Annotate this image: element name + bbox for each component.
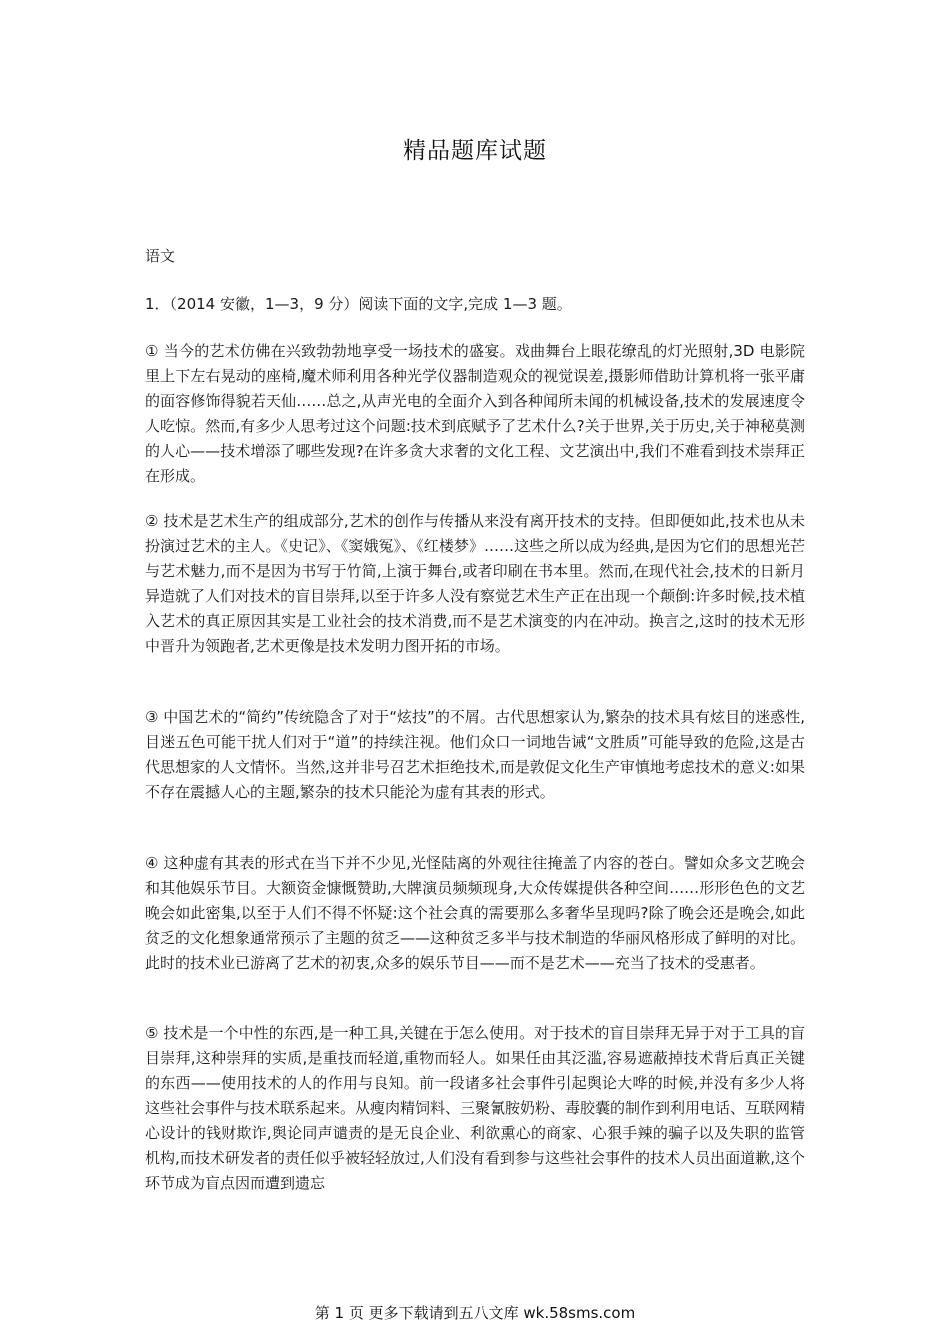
page-footer: 第 1 页 更多下载请到五八文库 wk.58sms.com	[314, 1304, 636, 1322]
question-heading: 1．（2014 安徽，1—3，9 分）阅读下面的文字,完成 1—3 题。	[145, 295, 572, 313]
paragraph-5: ⑤ 技术是一个中性的东西,是一种工具,关键在于怎么使用。对于技术的盲目崇拜无异于对于工具的盲目崇拜,这种崇拜的实质,是重技而轻道,重物而轻人。如果任由其泛滥,容易遮蔽掉技术背后真正关键的东西——使用技术的人的作用与良知。前一段诸多社会事件引起舆论大哗的时候,并没有多少人将这些社会事件与技术联系起来。从瘦肉精饲料、三聚氰胺奶粉、毒胶囊的制作到利用电话、互联网精心设计的钱财欺诈,舆论同声谴责的是无良企业、利欲熏心的商家、心狠手辣的骗子以及失职的监管机构,而技术研发者的责任似乎被轻轻放过,人们没有看到参与这些社会事件的技术人员出面道歉,这个环节成为盲点因而遭到遗忘	[145, 1024, 806, 1192]
paragraph-3: ③ 中国艺术的“简约”传统隐含了对于“炫技”的不屑。古代思想家认为,繁杂的技术具有炫目的迷惑性,目迷五色可能干扰人们对于“道”的持续注视。他们众口一词地告诫“文胜质”可能导致的危险,这是古代思想家的人文情怀。当然,这并非号召艺术拒绝技术,而是敦促文化生产审慎地考虑技术的意义:如果不存在震撼人心的主题,繁杂的技术只能沦为虚有其表的形式。	[145, 708, 805, 801]
paragraph-1: ① 当今的艺术仿佛在兴致勃勃地享受一场技术的盛宴。戏曲舞台上眼花缭乱的灯光照射,3D 电影院里上下左右晃动的座椅,魔术师利用各种光学仪器制造观众的视觉误差,摄影师借助计算机将一张平庸的面容修饰得貌若天仙……总之,从声光电的全面介入到各种闻所未闻的机械设备,技术的发展速度令人吃惊。然而,有多少人思考过这个问题:技术到底赋予了艺术什么?关于世界,关于历史,关于神秘莫测的人心——技术增添了哪些发现?在许多贪大求奢的文化工程、文艺演出中,我们不难看到技术崇拜正在形成。	[145, 342, 805, 485]
subject-label: 语文	[145, 247, 176, 265]
paragraph-4: ④ 这种虚有其表的形式在当下并不少见,光怪陆离的外观往往掩盖了内容的苍白。譬如众多文艺晚会和其他娱乐节目。大额资金慷慨赞助,大牌演员频频现身,大众传媒提供各种空间……形形色色的文艺晚会如此密集,以至于人们不得不怀疑:这个社会真的需要那么多奢华呈现吗?除了晚会还是晚会,如此贫乏的文化想象通常预示了主题的贫乏——这种贫乏多半与技术制造的华丽风格形成了鲜明的对比。此时的技术业已游离了艺术的初衷,众多的娱乐节目——而不是艺术——充当了技术的受惠者。	[145, 854, 806, 972]
document-title: 精品题库试题	[403, 138, 547, 164]
paragraph-2: ② 技术是艺术生产的组成部分,艺术的创作与传播从来没有离开技术的支持。但即便如此,技术也从未扮演过艺术的主人。《史记》、《窦娥冤》、《红楼梦》……这些之所以成为经典,是因为它们的思想光芒与艺术魅力,而不是因为书写于竹简,上演于舞台,或者印刷在书本里。然而,在现代社会,技术的日新月异造就了人们对技术的盲目崇拜,以至于许多人没有察觉艺术生产正在出现一个颠倒:许多时候,技术植入艺术的真正原因其实是工业社会的技术消费,而不是艺术演变的内在冲动。换言之,这时的技术无形中晋升为领跑者,艺术更像是技术发明力图开拓的市场。	[145, 512, 805, 655]
